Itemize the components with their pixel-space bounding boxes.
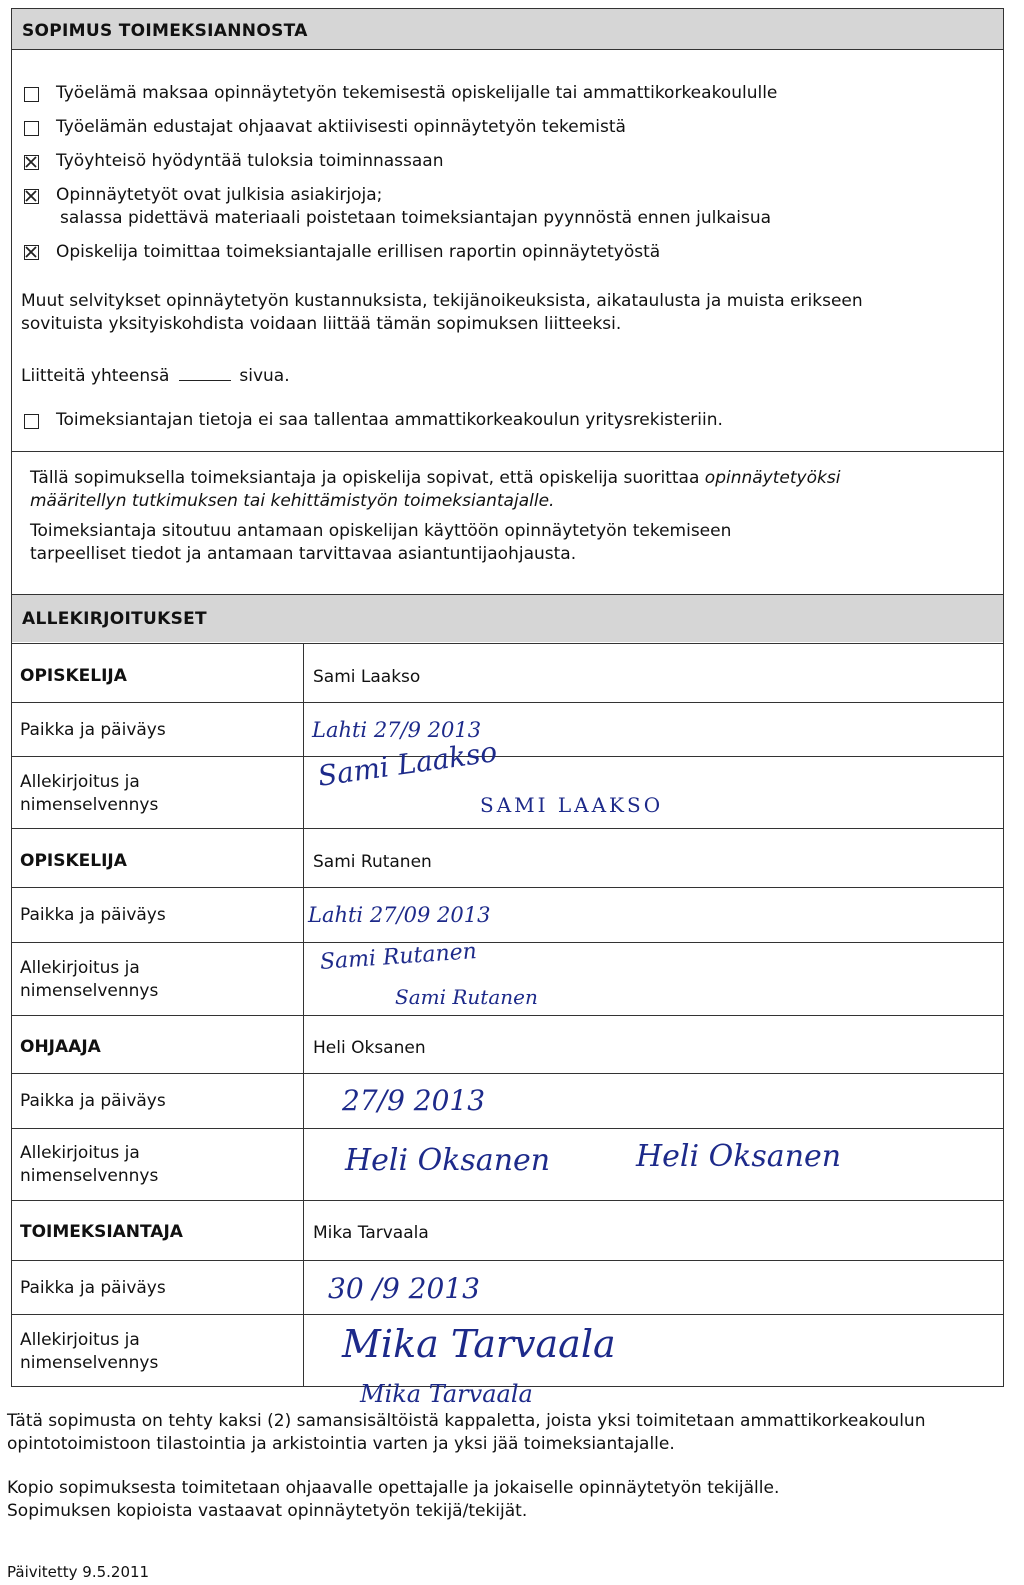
signature-label-2: nimenselvennys (20, 1166, 159, 1186)
row-divider (12, 702, 1003, 703)
option-label-2: Työelämän edustajat ohjaavat aktiivisesti opinnäytetyön tekemistä (56, 117, 626, 137)
registry-option-label: Toimeksiantajan tietoja ei saa tallentaa ammattikorkeakoulun yritysrekisteriin. (56, 410, 723, 430)
contract-title: SOPIMUS TOIMEKSIANNOSTA (22, 21, 308, 41)
place-date-label: Paikka ja päiväys (20, 720, 166, 740)
footer-text-4: Sopimuksen kopioista vastaavat opinnäytetyön tekijä/tekijät. (7, 1501, 528, 1521)
checkmark-x-icon (25, 156, 37, 168)
option-checkbox-1[interactable] (24, 87, 39, 102)
option-checkbox-2[interactable] (24, 121, 39, 136)
registry-checkbox[interactable] (24, 414, 39, 429)
place-date-value[interactable]: Lahti 27/09 2013 (308, 903, 491, 927)
row-divider (12, 1128, 1003, 1129)
party-name: Sami Rutanen (313, 852, 432, 872)
place-date-label: Paikka ja päiväys (20, 1278, 166, 1298)
agreement-paragraph-2-line2: tarpeelliset tiedot ja antamaan tarvittavaa asiantuntijaohjausta. (30, 544, 577, 564)
party-name: Sami Laakso (313, 667, 421, 687)
signature-label-2: nimenselvennys (20, 795, 159, 815)
option-checkbox-3[interactable] (24, 155, 39, 170)
signature-label: Allekirjoitus ja (20, 1330, 140, 1350)
party-role: TOIMEKSIANTAJA (20, 1222, 183, 1242)
contract-section-header (12, 9, 1003, 49)
agreement-paragraph-1-line2: määritellyn tutkimuksen tai kehittämistyön toimeksiantajalle. (30, 491, 555, 511)
signature-label: Allekirjoitus ja (20, 772, 140, 792)
option-label-4-line2: salassa pidettävä materiaali poistetaan toimeksiantajan pyynnöstä ennen julkaisua (60, 208, 772, 228)
place-date-value[interactable]: 27/9 2013 (342, 1084, 486, 1117)
row-divider (12, 1015, 1003, 1016)
divider (12, 451, 1003, 452)
place-date-value[interactable]: Lahti 27/9 2013 (312, 718, 482, 742)
option-label-3: Työyhteisö hyödyntää tuloksia toiminnassaan (56, 151, 444, 171)
footer-text-2: opintotoimistoon tilastointia ja arkistointia varten ja yksi jää toimeksiantajalle. (7, 1434, 675, 1454)
party-role: OPISKELIJA (20, 666, 127, 686)
checkmark-x-icon (25, 246, 37, 258)
option-label-1: Työelämä maksaa opinnäytetyön tekemisestä opiskelijalle tai ammattikorkeakoululle (56, 83, 778, 103)
signature[interactable]: Sami Laakso (315, 735, 500, 793)
footer-text-1: Tätä sopimusta on tehty kaksi (2) samansisältöistä kappaletta, joista yksi toimitetaan ammattikorkeakoulun (7, 1411, 926, 1431)
name-clarification[interactable]: Sami Rutanen (395, 985, 538, 1009)
agreement-paragraph-1 (30, 467, 840, 490)
agreement-text-italic: opinnäytetyöksi (704, 468, 841, 488)
row-divider (12, 1200, 1003, 1201)
signatures-section-header (12, 595, 1003, 642)
signature-label-2: nimenselvennys (20, 1353, 159, 1373)
row-divider (12, 828, 1003, 829)
attachments-prefix: Liitteitä yhteensä (21, 366, 170, 386)
party-role: OHJAAJA (20, 1037, 101, 1057)
name-clarification[interactable]: Heli Oksanen (636, 1139, 842, 1174)
name-clarification[interactable]: SAMI LAAKSO (480, 793, 664, 817)
row-divider (12, 942, 1003, 943)
divider (12, 643, 1003, 644)
place-date-label: Paikka ja päiväys (20, 905, 166, 925)
row-divider (12, 1073, 1003, 1074)
signature[interactable]: Heli Oksanen (345, 1143, 551, 1178)
option-label-5: Opiskelija toimittaa toimeksiantajalle erillisen raportin opinnäytetyöstä (56, 242, 661, 262)
attachments-count-field[interactable] (179, 363, 231, 381)
attachments-line (21, 363, 290, 388)
party-name: Mika Tarvaala (313, 1223, 429, 1243)
checkmark-x-icon (25, 190, 37, 202)
signature-label: Allekirjoitus ja (20, 958, 140, 978)
place-date-value[interactable]: 30 /9 2013 (328, 1272, 480, 1305)
other-details-text: Muut selvitykset opinnäytetyön kustannuksista, tekijänoikeuksista, aikataulusta ja muista erikseen (21, 291, 863, 311)
row-divider (12, 887, 1003, 888)
option-label-4: Opinnäytetyöt ovat julkisia asiakirjoja; (56, 185, 383, 205)
updated-date: Päivitetty 9.5.2011 (7, 1563, 150, 1581)
agreement-text: Tällä sopimuksella toimeksiantaja ja opiskelija sopivat, että opiskelija suorittaa (30, 468, 705, 488)
signatures-title: ALLEKIRJOITUKSET (22, 609, 207, 629)
signature-label-2: nimenselvennys (20, 981, 159, 1001)
party-role: OPISKELIJA (20, 851, 127, 871)
option-checkbox-4[interactable] (24, 189, 39, 204)
signature[interactable]: Sami Rutanen (319, 939, 478, 975)
attachments-suffix: sivua. (239, 366, 290, 386)
option-checkbox-5[interactable] (24, 245, 39, 260)
place-date-label: Paikka ja päiväys (20, 1091, 166, 1111)
footer-text-3: Kopio sopimuksesta toimitetaan ohjaavalle opettajalle ja jokaiselle opinnäytetyön tekijälle. (7, 1478, 780, 1498)
signature-label: Allekirjoitus ja (20, 1143, 140, 1163)
other-details-text-2: sovituista yksityiskohdista voidaan liittää tämän sopimuksen liitteeksi. (21, 314, 622, 334)
signature[interactable]: Mika Tarvaala (342, 1322, 616, 1366)
agreement-paragraph-2: Toimeksiantaja sitoutuu antamaan opiskelijan käyttöön opinnäytetyön tekemiseen (30, 521, 732, 541)
divider (12, 49, 1003, 50)
row-divider (12, 756, 1003, 757)
row-divider (12, 1314, 1003, 1315)
party-name: Heli Oksanen (313, 1038, 426, 1058)
name-clarification[interactable]: Mika Tarvaala (360, 1380, 533, 1408)
row-divider (12, 1260, 1003, 1261)
